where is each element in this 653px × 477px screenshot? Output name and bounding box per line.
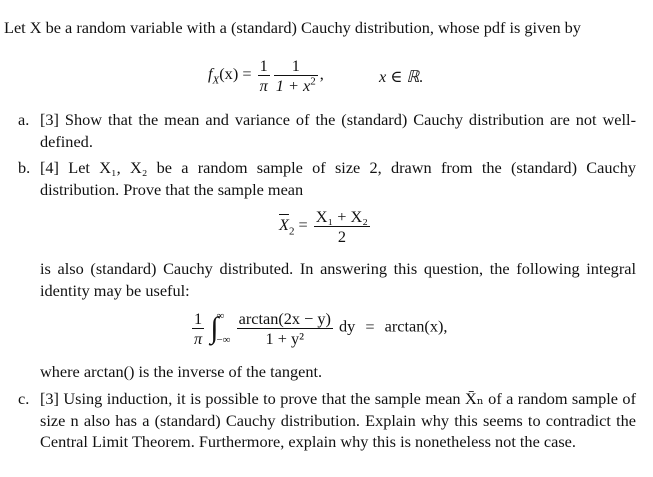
question-c-label: c.: [18, 389, 30, 408]
pdf-domain: x ∈ ℝ.: [379, 67, 424, 86]
integral-sign: ∫: [210, 311, 219, 345]
integral-eq: =: [365, 316, 375, 336]
pdf-formula: [208, 56, 324, 95]
integral-dy: dy: [339, 316, 356, 336]
question-b: [18, 157, 636, 200]
sample-mean-formula: [279, 207, 372, 246]
mean-frac-num: X₁ + X₂: [315, 207, 368, 226]
question-a-text: [3] Show that the mean and variance of the (standard) Cauchy distribution are not well-defined.: [40, 110, 636, 151]
integral-lower: −∞: [216, 334, 231, 346]
pdf-frac-1: [258, 56, 270, 95]
integrand-den: 1 + y²: [265, 328, 305, 348]
pdf-frac-2-den: [274, 76, 318, 95]
pdf-lhs-arg: (x) =: [219, 64, 252, 84]
integral-frac-num: 1: [192, 309, 204, 329]
mean-frac-den: 2: [337, 227, 346, 246]
question-b-text3: where arctan() is the inverse of the tangent.: [40, 362, 323, 381]
mean-eq: =: [298, 215, 308, 235]
pdf-frac-2: [274, 56, 318, 95]
integral-rhs: arctan(x),: [384, 316, 448, 336]
question-a: [18, 109, 636, 152]
pdf-lhs: f: [208, 64, 213, 84]
pdf-frac-2-den-sup: 2: [310, 75, 316, 88]
mean-frac: [314, 207, 370, 246]
question-b-text: [4] Let X₁, X₂ be a random sample of size 2, drawn from the (standard) Cauchy distribution. Prove that the sample mean: [40, 158, 636, 199]
integral-frac-den: π: [194, 328, 203, 348]
question-a-label: a.: [18, 110, 30, 129]
integrand-num: arctan(2x − y): [238, 308, 331, 328]
pdf-frac-2-den-base: 1 + x: [275, 76, 311, 95]
pdf-frac-1-den: π: [259, 76, 268, 95]
integral-upper: ∞: [216, 310, 225, 322]
intro-paragraph: Let X be a random variable with a (standard) Cauchy distribution, whose pdf is given by: [4, 18, 581, 37]
pdf-frac-1-num: 1: [258, 56, 270, 76]
mean-lhs-sub: 2: [288, 225, 295, 238]
question-b-continued: [18, 258, 636, 301]
pdf-trail: ,: [319, 64, 324, 84]
question-c: [18, 388, 636, 453]
integral-limits: [216, 304, 230, 352]
question-b-end: [18, 361, 636, 383]
integral-frac: [192, 309, 204, 348]
pdf-frac-2-num: 1: [274, 56, 318, 76]
integral-identity: [190, 304, 447, 352]
pdf-lhs-sub: X: [212, 74, 220, 87]
question-b-text2: is also (standard) Cauchy distributed. In answering this question, the following integral identity may be useful:: [40, 259, 636, 300]
question-c-text: [3] Using induction, it is possible to prove that the sample mean X̄ₙ of a random sample of size n also has a (standard) Cauchy distribution. Explain why this seems to contradict the Central Limit Theorem. Furthermore, explain why this is nonetheless not the case.: [40, 389, 636, 451]
mean-lhs: $\overline{X}$: [279, 215, 289, 235]
integrand-frac: [237, 309, 333, 348]
question-b-label: b.: [18, 158, 31, 177]
